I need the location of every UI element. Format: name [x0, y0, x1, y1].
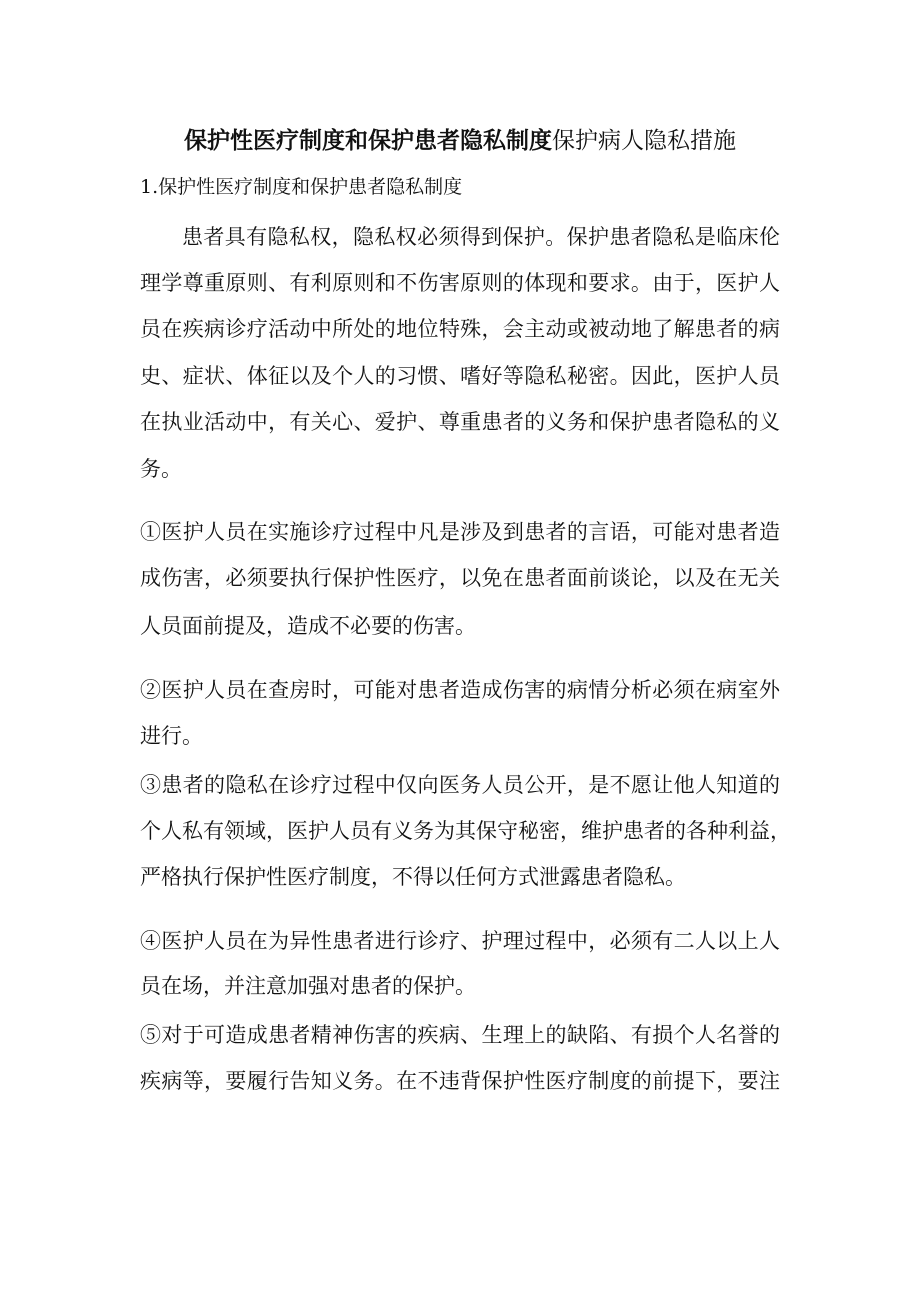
text-line: ③患者的隐私在诊疗过程中仅向医务人员公开，是不愿让他人知道的	[140, 773, 780, 797]
text-line: 疾病等，要履行告知义务。在不违背保护性医疗制度的前提下，要注	[140, 1069, 780, 1093]
text-line: 个人私有领域，医护人员有义务为其保守秘密，维护患者的各种利益，	[140, 819, 791, 843]
text-line: 务。	[140, 457, 182, 481]
text-line: ①医护人员在实施诊疗过程中凡是涉及到患者的言语，可能对患者造	[140, 520, 780, 544]
title-normal-part: 保护病人隐私措施	[552, 128, 736, 154]
text-line: 员在场，并注意加强对患者的保护。	[140, 974, 476, 998]
text-line: 严格执行保护性医疗制度，不得以任何方式泄露患者隐私。	[140, 865, 686, 889]
document-title	[0, 122, 920, 155]
text-line: 在执业活动中，有关心、爱护、尊重患者的义务和保护患者隐私的义	[140, 410, 780, 434]
title-bold-part: 保护性医疗制度和保护患者隐私制度	[184, 127, 552, 154]
text-line: 员在疾病诊疗活动中所处的地位特殊，会主动或被动地了解患者的病	[140, 317, 780, 341]
text-line: 史、症状、体征以及个人的习惯、嗜好等隐私秘密。因此，医护人员	[140, 364, 780, 388]
text-line: 成伤害，必须要执行保护性医疗，以免在患者面前谈论，以及在无关	[140, 566, 780, 590]
text-line: 理学尊重原则、有利原则和不伤害原则的体现和要求。由于，医护人	[140, 271, 780, 295]
text-line: ②医护人员在查房时，可能对患者造成伤害的病情分析必须在病室外	[140, 678, 780, 702]
text-line: ⑤对于可造成患者精神伤害的疾病、生理上的缺陷、有损个人名誉的	[140, 1023, 780, 1047]
text-line: ④医护人员在为异性患者进行诊疗、护理过程中，必须有二人以上人	[140, 929, 780, 953]
text-line: 进行。	[140, 724, 203, 748]
text-line: 人员面前提及，造成不必要的伤害。	[140, 614, 476, 638]
text-line: 患者具有隐私权，隐私权必须得到保护。保护患者隐私是临床伦	[182, 225, 780, 249]
section-heading: 1.保护性医疗制度和保护患者隐私制度	[140, 176, 463, 198]
